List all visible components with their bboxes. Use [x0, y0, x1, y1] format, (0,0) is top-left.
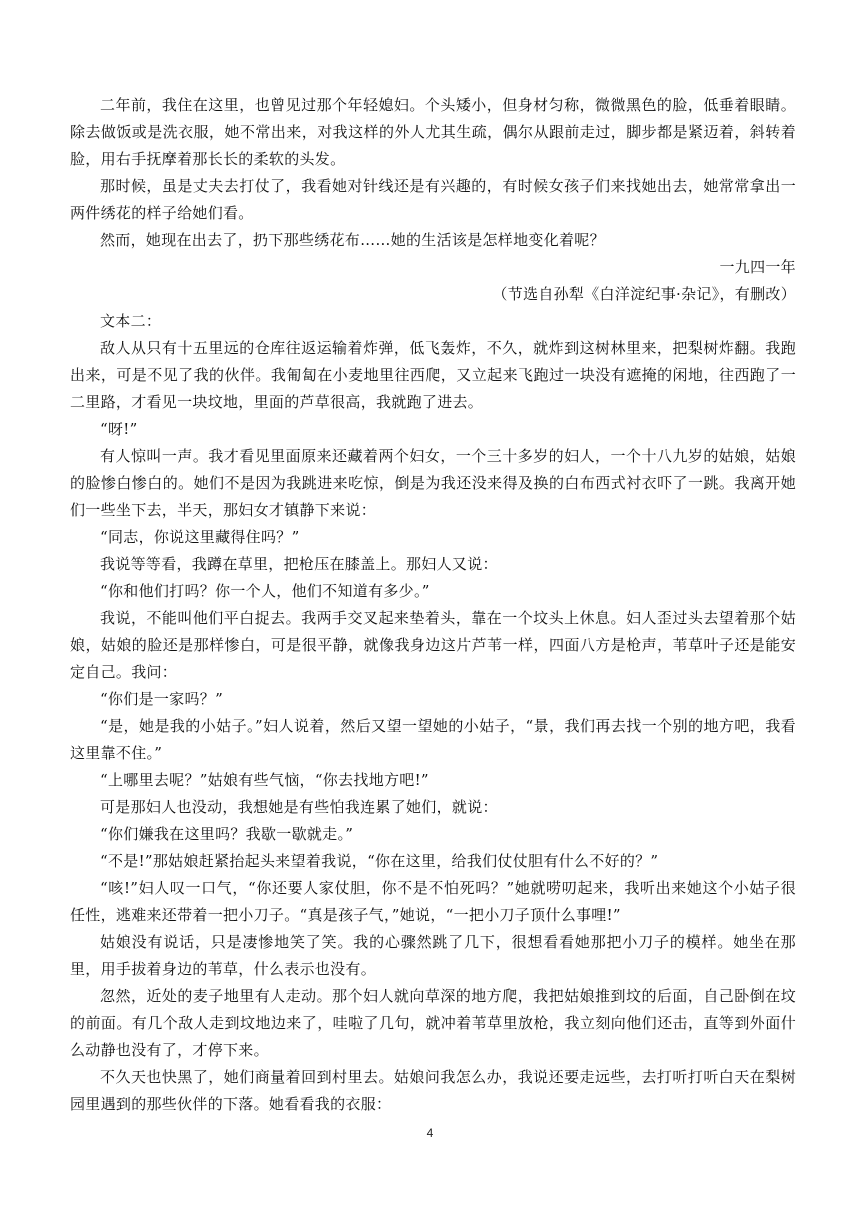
paragraph: 可是那妇人也没动，我想她是有些怕我连累了她们，就说：: [100, 798, 498, 816]
document-body: [70, 92, 796, 1118]
date-line: 一九四一年: [719, 258, 796, 276]
paragraph: “上哪里去呢？”姑娘有些气恼，“你去找地方吧!”: [100, 771, 429, 789]
paragraph: “呀!”: [100, 420, 138, 438]
source-citation: （节选自孙犁《白洋淀纪事·杂记》，有删改）: [492, 285, 796, 303]
paragraph: 二年前，我住在这里，也曾见过那个年轻媳妇。个头矮小，但身材匀称，微微黑色的脸，低垂着眼睛。除去做饭或是洗衣服，她不常出来，对我这样的外人尤其生疏，偶尔从跟前走过，脚步都是紧迈着，斜转着脸，用右手抚摩着那长长的柔软的头发。: [70, 96, 796, 168]
paragraph: “不是!”那姑娘赶紧抬起头来望着我说，“你在这里，给我们仗仗胆有什么不好的？”: [100, 852, 659, 870]
paragraph: 有人惊叫一声。我才看见里面原来还藏着两个妇女，一个三十多岁的妇人，一个十八九岁的姑娘，姑娘的脸惨白惨白的。她们不是因为我跳进来吃惊，倒是为我还没来得及换的白布西式衬衣吓了一跳。我离开她们一些坐下去，半天，那妇女才镇静下来说：: [70, 447, 796, 519]
paragraph: 不久天也快黑了，她们商量着回到村里去。姑娘问我怎么办，我说还要走远些，去打听打听白天在梨树园里遇到的那些伙伴的下落。她看看我的衣服：: [70, 1068, 796, 1113]
paragraph: 那时候，虽是丈夫去打仗了，我看她对针线还是有兴趣的，有时候女孩子们来找她出去，她常常拿出一两件绣花的样子给她们看。: [70, 177, 796, 222]
paragraph: 我说，不能叫他们平白捉去。我两手交叉起来垫着头，靠在一个坟头上休息。妇人歪过头去望着那个姑娘，姑娘的脸还是那样惨白，可是很平静，就像我身边这片芦苇一样，四面八方是枪声，苇草叶子还是能安定自己。我问：: [70, 609, 796, 681]
page-number: 4: [426, 1126, 434, 1140]
paragraph: “你们嫌我在这里吗？我歇一歇就走。”: [100, 825, 354, 843]
paragraph: 姑娘没有说话，只是凄惨地笑了笑。我的心骤然跳了几下，很想看看她那把小刀子的模样。她坐在那里，用手拔着身边的苇草，什么表示也没有。: [70, 933, 796, 978]
text2-label: 文本二：: [100, 312, 162, 330]
paragraph: “你和他们打吗？你一个人，他们不知道有多少。”: [100, 582, 430, 600]
paragraph: 忽然，近处的麦子地里有人走动。那个妇人就向草深的地方爬，我把姑娘推到坟的后面，自己卧倒在坟的前面。有几个敌人走到坟地边来了，哇啦了几句，就冲着苇草里放枪，我立刻向他们还击，直等到外面什么动静也没有了，才停下来。: [70, 987, 796, 1059]
paragraph: “你们是一家吗？”: [100, 690, 224, 708]
paragraph: “咳!”妇人叹一口气，“你还要人家仗胆，你不是不怕死吗？”她就唠叨起来，我听出来她这个小姑子很任性，逃难来还带着一把小刀子。“真是孩子气，”她说，“一把小刀子顶什么事哩!”: [70, 879, 796, 924]
paragraph: 我说等等看，我蹲在草里，把枪压在膝盖上。那妇人又说：: [100, 555, 498, 573]
paragraph: 敌人从只有十五里远的仓库往返运输着炸弹，低飞轰炸，不久，就炸到这树林里来，把梨树炸翻。我跑出来，可是不见了我的伙伴。我匍匐在小麦地里往西爬，又立起来飞跑过一块没有遮掩的闲地，往西跑了一二里路，才看见一块坟地，里面的芦草很高，我就跑了进去。: [70, 339, 796, 411]
paragraph: “是，她是我的小姑子。”妇人说着，然后又望一望她的小姑子，“景，我们再去找一个别的地方吧，我看这里靠不住。”: [70, 717, 796, 762]
paragraph: “同志，你说这里藏得住吗？”: [100, 528, 300, 546]
paragraph: 然而，她现在出去了，扔下那些绣花布……她的生活该是怎样地变化着呢？: [100, 231, 605, 249]
